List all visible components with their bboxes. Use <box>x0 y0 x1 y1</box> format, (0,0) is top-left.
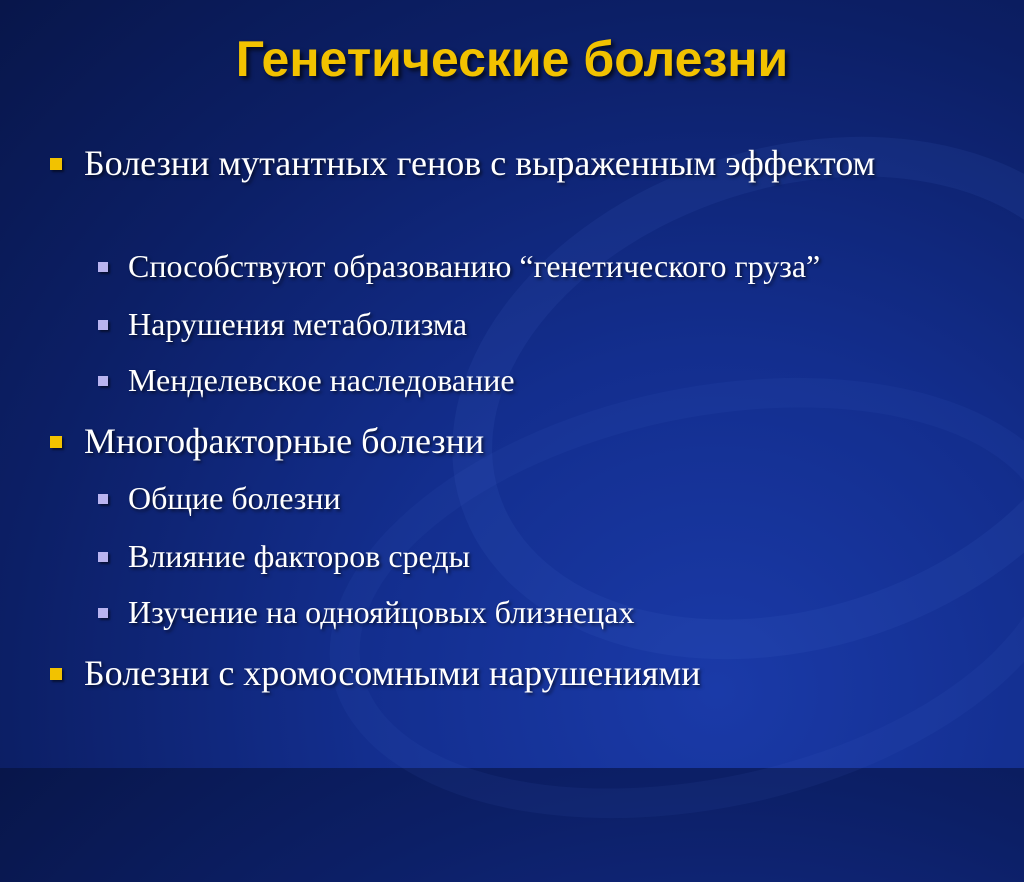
slide-title: Генетические болезни <box>235 31 789 87</box>
bullet-item <box>40 650 1004 700</box>
bullet-text: Болезни с хромосомными нарушениями <box>84 653 701 693</box>
square-bullet-icon <box>98 376 108 386</box>
square-bullet-icon <box>50 158 62 170</box>
square-bullet-icon <box>98 494 108 504</box>
sub-bullet-text: Изучение на однояйцовых близнецах <box>128 594 635 630</box>
sub-bullet-text: Нарушения метаболизма <box>128 306 468 342</box>
bullet-list <box>40 140 1004 700</box>
sub-bullet-item <box>40 478 1004 536</box>
bullet-item <box>40 140 1004 232</box>
sub-bullet-item <box>40 304 1004 360</box>
sub-bullet-item <box>40 592 1004 650</box>
square-bullet-icon <box>98 262 108 272</box>
bullet-item <box>40 418 1004 478</box>
square-bullet-icon <box>98 608 108 618</box>
sub-bullet-text: Влияние факторов среды <box>128 538 471 574</box>
bullet-text: Болезни мутантных генов с выраженным эффектом <box>84 143 876 183</box>
sub-bullet-item <box>40 246 1004 304</box>
square-bullet-icon <box>50 436 62 448</box>
sub-bullet-item <box>40 360 1004 418</box>
sub-bullet-item <box>40 536 1004 592</box>
square-bullet-icon <box>98 320 108 330</box>
sub-bullet-text: Общие болезни <box>128 480 341 516</box>
sub-bullet-text: Менделевское наследование <box>128 362 515 398</box>
sub-bullet-text: Способствуют образованию “генетического груза” <box>128 248 821 284</box>
square-bullet-icon <box>98 552 108 562</box>
bullet-text: Многофакторные болезни <box>84 421 485 461</box>
square-bullet-icon <box>50 668 62 680</box>
